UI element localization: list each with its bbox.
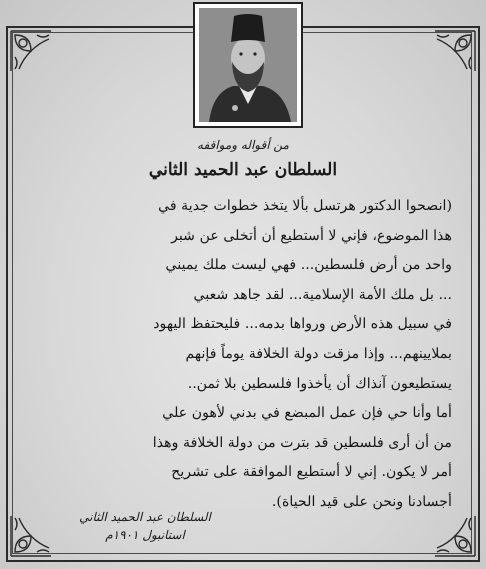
text-line: في سبيل هذه الأرض ورواها بدمه... فليحتفظ اليهود <box>153 316 452 333</box>
page-title: السلطان عبد الحميد الثاني <box>148 160 338 180</box>
portrait-illustration-icon <box>199 8 297 122</box>
ornament-corner-icon <box>433 514 477 558</box>
subtitle: من أقواله ومواقفه <box>197 138 289 152</box>
text-line: أجسادنا ونحن على قيد الحياة). <box>271 493 452 510</box>
text-line: بملايينهم... وإذا مزقت دولة الخلافة يوماً فإنهم <box>185 345 452 362</box>
text-line: ... بل ملك الأمة الإسلامية... لقد جاهد شعبي <box>193 286 452 303</box>
portrait-image <box>199 8 297 122</box>
ornament-corner-icon <box>9 514 53 558</box>
portrait-frame <box>193 2 303 128</box>
text-line: أما وأنا حي فإن عمل المبضع في بدني لأهون علي <box>162 405 452 422</box>
signature-block <box>70 508 220 544</box>
ornament-corner-icon <box>433 29 477 73</box>
text-line: من أن أرى فلسطين قد بترت من دولة الخلافة وهذا <box>152 434 452 451</box>
text-line: هذا الموضوع، فإني لا أستطيع أن أتخلى عن شبر <box>171 227 452 244</box>
signature-name: السلطان عبد الحميد الثاني <box>79 510 211 524</box>
signature-place-date: استانبول ١٩٠١م <box>105 528 185 542</box>
ornament-corner-icon <box>9 29 53 73</box>
text-line: يستطيعون آنذاك أن يأخذوا فلسطين بلا ثمن.. <box>187 375 452 392</box>
text-line: أمر لا يكون. إني لا أستطيع الموافقة على تشريح <box>171 464 452 481</box>
quote-body <box>40 192 452 518</box>
text-line: (انصحوا الدكتور هرتسل بألا يتخذ خطوات جدية في <box>158 198 452 214</box>
text-line: واحد من أرض فلسطين... فهي ليست ملك يميني <box>165 257 452 274</box>
